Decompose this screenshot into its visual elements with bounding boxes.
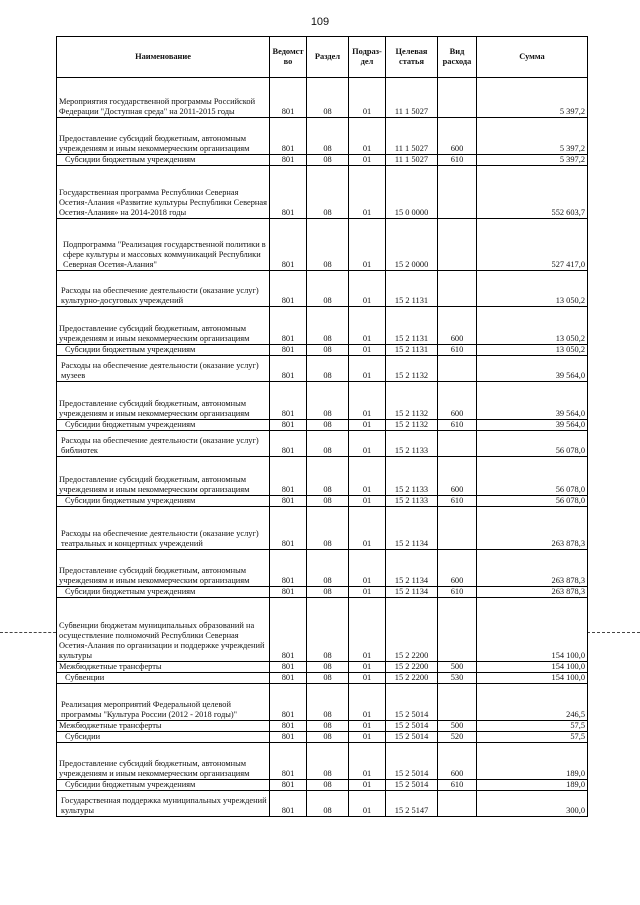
cell-dept: 801: [270, 791, 307, 817]
cell-type: 500: [438, 662, 477, 673]
cell-subsection: 01: [349, 732, 386, 743]
cell-target: 15 2 1134: [386, 550, 438, 587]
cell-type: 610: [438, 496, 477, 507]
table-row: [57, 598, 588, 662]
cell-section: 08: [307, 684, 349, 721]
cell-target: 15 2 5014: [386, 732, 438, 743]
cell-dept: 801: [270, 356, 307, 382]
cell-subsection: 01: [349, 496, 386, 507]
table-row: [57, 550, 588, 587]
cell-dept: 801: [270, 307, 307, 345]
cell-name: Предоставление субсидий бюджетным, автономным учреждениям и иным некоммерческим организациям: [57, 743, 270, 780]
col-header-subsection: Подраз- дел: [349, 37, 386, 78]
table-row: [57, 673, 588, 684]
cell-section: 08: [307, 587, 349, 598]
cell-name: Государственная программа Республики Северная Осетия-Алания «Развитие культуры Республики Северная Осетия-Алания» на 2014-2018 годы: [57, 166, 270, 219]
cell-type: [438, 78, 477, 118]
cell-target: 15 2 2200: [386, 673, 438, 684]
cell-name: Субсидии бюджетным учреждениям: [57, 420, 270, 431]
cell-subsection: 01: [349, 356, 386, 382]
table-row: [57, 420, 588, 431]
cell-type: 600: [438, 118, 477, 155]
cell-section: 08: [307, 356, 349, 382]
cell-section: 08: [307, 496, 349, 507]
table-row: [57, 382, 588, 420]
cell-target: 15 2 0000: [386, 219, 438, 271]
cell-section: 08: [307, 550, 349, 587]
cell-target: 15 2 5014: [386, 743, 438, 780]
cell-section: 08: [307, 382, 349, 420]
cell-section: 08: [307, 166, 349, 219]
cell-type: 600: [438, 382, 477, 420]
cell-target: 15 2 1131: [386, 271, 438, 307]
cell-name: Субвенции бюджетам муниципальных образований на осуществление полномочий Республики Северная Осетия-Алания по организации и поддержке учреждений культуры: [57, 598, 270, 662]
cell-target: 15 2 1133: [386, 431, 438, 457]
cell-subsection: 01: [349, 587, 386, 598]
cell-target: 15 2 2200: [386, 662, 438, 673]
cell-target: 15 2 5147: [386, 791, 438, 817]
col-header-name: Наименование: [57, 37, 270, 78]
cell-target: 15 2 1132: [386, 356, 438, 382]
cell-dept: 801: [270, 118, 307, 155]
cell-section: 08: [307, 791, 349, 817]
cell-sum: 189,0: [477, 743, 588, 780]
cell-target: 15 2 1133: [386, 496, 438, 507]
cell-section: 08: [307, 78, 349, 118]
table-row: [57, 155, 588, 166]
cell-name: Предоставление субсидий бюджетным, автономным учреждениям и иным некоммерческим организациям: [57, 382, 270, 420]
cell-target: 15 2 1134: [386, 507, 438, 550]
cell-subsection: 01: [349, 271, 386, 307]
cell-name: Мероприятия государственной программы Российской Федерации "Доступная среда" на 2011-2015 годы: [57, 78, 270, 118]
cell-target: 15 2 1133: [386, 457, 438, 496]
cell-sum: 263 878,3: [477, 587, 588, 598]
table-row: [57, 721, 588, 732]
cell-type: [438, 431, 477, 457]
cell-dept: 801: [270, 732, 307, 743]
cell-section: 08: [307, 219, 349, 271]
cell-type: [438, 166, 477, 219]
cell-subsection: 01: [349, 382, 386, 420]
table-row: [57, 166, 588, 219]
cell-type: [438, 791, 477, 817]
cell-sum: 13 050,2: [477, 345, 588, 356]
cell-type: 610: [438, 155, 477, 166]
cell-sum: 154 100,0: [477, 673, 588, 684]
cell-section: 08: [307, 743, 349, 780]
cell-dept: 801: [270, 420, 307, 431]
cell-type: 610: [438, 345, 477, 356]
cell-target: 11 1 5027: [386, 118, 438, 155]
cell-sum: 246,5: [477, 684, 588, 721]
cell-name: Межбюджетные трансферты: [57, 721, 270, 732]
cell-sum: 154 100,0: [477, 598, 588, 662]
cell-section: 08: [307, 507, 349, 550]
cell-name: Предоставление субсидий бюджетным, автономным учреждениям и иным некоммерческим организациям: [57, 457, 270, 496]
col-header-sum: Сумма: [477, 37, 588, 78]
table-row: [57, 271, 588, 307]
table-row: [57, 587, 588, 598]
table-row: [57, 507, 588, 550]
cell-type: [438, 598, 477, 662]
cell-dept: 801: [270, 673, 307, 684]
cell-section: 08: [307, 118, 349, 155]
table-row: [57, 791, 588, 817]
cell-sum: 57,5: [477, 732, 588, 743]
cell-subsection: 01: [349, 791, 386, 817]
cell-dept: 801: [270, 496, 307, 507]
cell-target: 11 1 5027: [386, 155, 438, 166]
cell-name: Расходы на обеспечение деятельности (оказание услуг) культурно-досуговых учреждений: [57, 271, 270, 307]
cell-sum: 5 397,2: [477, 155, 588, 166]
cell-sum: 56 078,0: [477, 431, 588, 457]
table-row: [57, 732, 588, 743]
cell-subsection: 01: [349, 118, 386, 155]
cell-sum: 13 050,2: [477, 307, 588, 345]
cell-sum: 300,0: [477, 791, 588, 817]
cell-subsection: 01: [349, 684, 386, 721]
cell-target: 15 2 5014: [386, 780, 438, 791]
cell-subsection: 01: [349, 550, 386, 587]
cell-subsection: 01: [349, 457, 386, 496]
cell-target: 15 2 1134: [386, 587, 438, 598]
cell-sum: 39 564,0: [477, 382, 588, 420]
cell-name: Субсидии: [57, 732, 270, 743]
table-row: [57, 118, 588, 155]
cell-target: 15 0 0000: [386, 166, 438, 219]
cell-type: 600: [438, 550, 477, 587]
cell-sum: 154 100,0: [477, 662, 588, 673]
cell-target: 11 1 5027: [386, 78, 438, 118]
cell-target: 15 2 1132: [386, 382, 438, 420]
cell-dept: 801: [270, 382, 307, 420]
cell-sum: 39 564,0: [477, 356, 588, 382]
col-header-dept: Ведомст во: [270, 37, 307, 78]
cell-name: Субвенции: [57, 673, 270, 684]
cell-type: [438, 684, 477, 721]
cell-section: 08: [307, 673, 349, 684]
cell-section: 08: [307, 780, 349, 791]
cell-section: 08: [307, 420, 349, 431]
cell-type: 600: [438, 457, 477, 496]
cell-subsection: 01: [349, 743, 386, 780]
cell-name: Субсидии бюджетным учреждениям: [57, 496, 270, 507]
cell-section: 08: [307, 271, 349, 307]
cell-dept: 801: [270, 155, 307, 166]
table-row: [57, 219, 588, 271]
cell-subsection: 01: [349, 662, 386, 673]
cell-target: 15 2 2200: [386, 598, 438, 662]
cell-subsection: 01: [349, 598, 386, 662]
cell-type: [438, 271, 477, 307]
cell-name: Субсидии бюджетным учреждениям: [57, 345, 270, 356]
cell-section: 08: [307, 431, 349, 457]
cell-name: Предоставление субсидий бюджетным, автономным учреждениям и иным некоммерческим организациям: [57, 307, 270, 345]
budget-table: [56, 36, 588, 817]
table-header-row: [57, 37, 588, 78]
cell-dept: 801: [270, 684, 307, 721]
cell-name: Реализация мероприятий Федеральной целевой программы "Культура России (2012 - 2018 годы)": [57, 684, 270, 721]
table-row: [57, 780, 588, 791]
cell-dept: 801: [270, 507, 307, 550]
cell-dept: 801: [270, 166, 307, 219]
cell-name: Предоставление субсидий бюджетным, автономным учреждениям и иным некоммерческим организациям: [57, 118, 270, 155]
cell-name: Субсидии бюджетным учреждениям: [57, 155, 270, 166]
cell-type: [438, 356, 477, 382]
cell-sum: 13 050,2: [477, 271, 588, 307]
cell-subsection: 01: [349, 78, 386, 118]
cell-sum: 552 603,7: [477, 166, 588, 219]
cell-section: 08: [307, 307, 349, 345]
table-row: [57, 307, 588, 345]
cell-dept: 801: [270, 345, 307, 356]
table-row: [57, 457, 588, 496]
cell-dept: 801: [270, 743, 307, 780]
cell-target: 15 2 5014: [386, 721, 438, 732]
cell-name: Государственная поддержка муниципальных учреждений культуры: [57, 791, 270, 817]
cell-type: [438, 507, 477, 550]
cell-name: Подпрограмма "Реализация государственной политики в сфере культуры и массовых коммуникаций Республики Северная Осетия-Алания": [57, 219, 270, 271]
cell-subsection: 01: [349, 166, 386, 219]
cell-section: 08: [307, 155, 349, 166]
cell-dept: 801: [270, 219, 307, 271]
cell-dept: 801: [270, 550, 307, 587]
cell-dept: 801: [270, 271, 307, 307]
table-row: [57, 78, 588, 118]
cell-sum: 263 878,3: [477, 550, 588, 587]
cell-section: 08: [307, 345, 349, 356]
cell-sum: 189,0: [477, 780, 588, 791]
table-row: [57, 662, 588, 673]
right-margin-dash-line: [587, 632, 640, 633]
cell-dept: 801: [270, 587, 307, 598]
cell-type: 530: [438, 673, 477, 684]
cell-type: [438, 219, 477, 271]
cell-name: Субсидии бюджетным учреждениям: [57, 587, 270, 598]
cell-subsection: 01: [349, 673, 386, 684]
cell-sum: 56 078,0: [477, 496, 588, 507]
table-row: [57, 431, 588, 457]
cell-subsection: 01: [349, 219, 386, 271]
cell-name: Предоставление субсидий бюджетным, автономным учреждениям и иным некоммерческим организациям: [57, 550, 270, 587]
table-row: [57, 743, 588, 780]
cell-subsection: 01: [349, 780, 386, 791]
table-row: [57, 345, 588, 356]
cell-dept: 801: [270, 721, 307, 732]
cell-type: 610: [438, 420, 477, 431]
col-header-section: Раздел: [307, 37, 349, 78]
cell-sum: 56 078,0: [477, 457, 588, 496]
cell-subsection: 01: [349, 431, 386, 457]
cell-sum: 5 397,2: [477, 118, 588, 155]
cell-section: 08: [307, 457, 349, 496]
cell-type: 610: [438, 587, 477, 598]
cell-subsection: 01: [349, 345, 386, 356]
cell-name: Расходы на обеспечение деятельности (оказание услуг) театральных и концертных учреждений: [57, 507, 270, 550]
cell-sum: 57,5: [477, 721, 588, 732]
cell-subsection: 01: [349, 155, 386, 166]
cell-dept: 801: [270, 457, 307, 496]
page-number: 109: [310, 16, 330, 28]
cell-type: 520: [438, 732, 477, 743]
cell-name: Межбюджетные трансферты: [57, 662, 270, 673]
cell-dept: 801: [270, 662, 307, 673]
cell-target: 15 2 5014: [386, 684, 438, 721]
table-row: [57, 356, 588, 382]
cell-target: 15 2 1132: [386, 420, 438, 431]
left-margin-dash-line: [0, 632, 56, 633]
cell-name: Субсидии бюджетным учреждениям: [57, 780, 270, 791]
table-row: [57, 496, 588, 507]
cell-section: 08: [307, 598, 349, 662]
cell-type: 600: [438, 307, 477, 345]
cell-sum: 39 564,0: [477, 420, 588, 431]
cell-dept: 801: [270, 78, 307, 118]
cell-subsection: 01: [349, 420, 386, 431]
col-header-target: Целевая статья: [386, 37, 438, 78]
cell-sum: 5 397,2: [477, 78, 588, 118]
cell-section: 08: [307, 721, 349, 732]
cell-name: Расходы на обеспечение деятельности (оказание услуг) музеев: [57, 356, 270, 382]
cell-section: 08: [307, 732, 349, 743]
cell-dept: 801: [270, 598, 307, 662]
cell-name: Расходы на обеспечение деятельности (оказание услуг) библиотек: [57, 431, 270, 457]
cell-subsection: 01: [349, 721, 386, 732]
cell-target: 15 2 1131: [386, 345, 438, 356]
cell-section: 08: [307, 662, 349, 673]
cell-subsection: 01: [349, 307, 386, 345]
cell-dept: 801: [270, 780, 307, 791]
cell-target: 15 2 1131: [386, 307, 438, 345]
cell-type: 610: [438, 780, 477, 791]
cell-type: 500: [438, 721, 477, 732]
cell-subsection: 01: [349, 507, 386, 550]
table-row: [57, 684, 588, 721]
cell-sum: 263 878,3: [477, 507, 588, 550]
cell-type: 600: [438, 743, 477, 780]
cell-dept: 801: [270, 431, 307, 457]
col-header-type: Вид расхода: [438, 37, 477, 78]
cell-sum: 527 417,0: [477, 219, 588, 271]
